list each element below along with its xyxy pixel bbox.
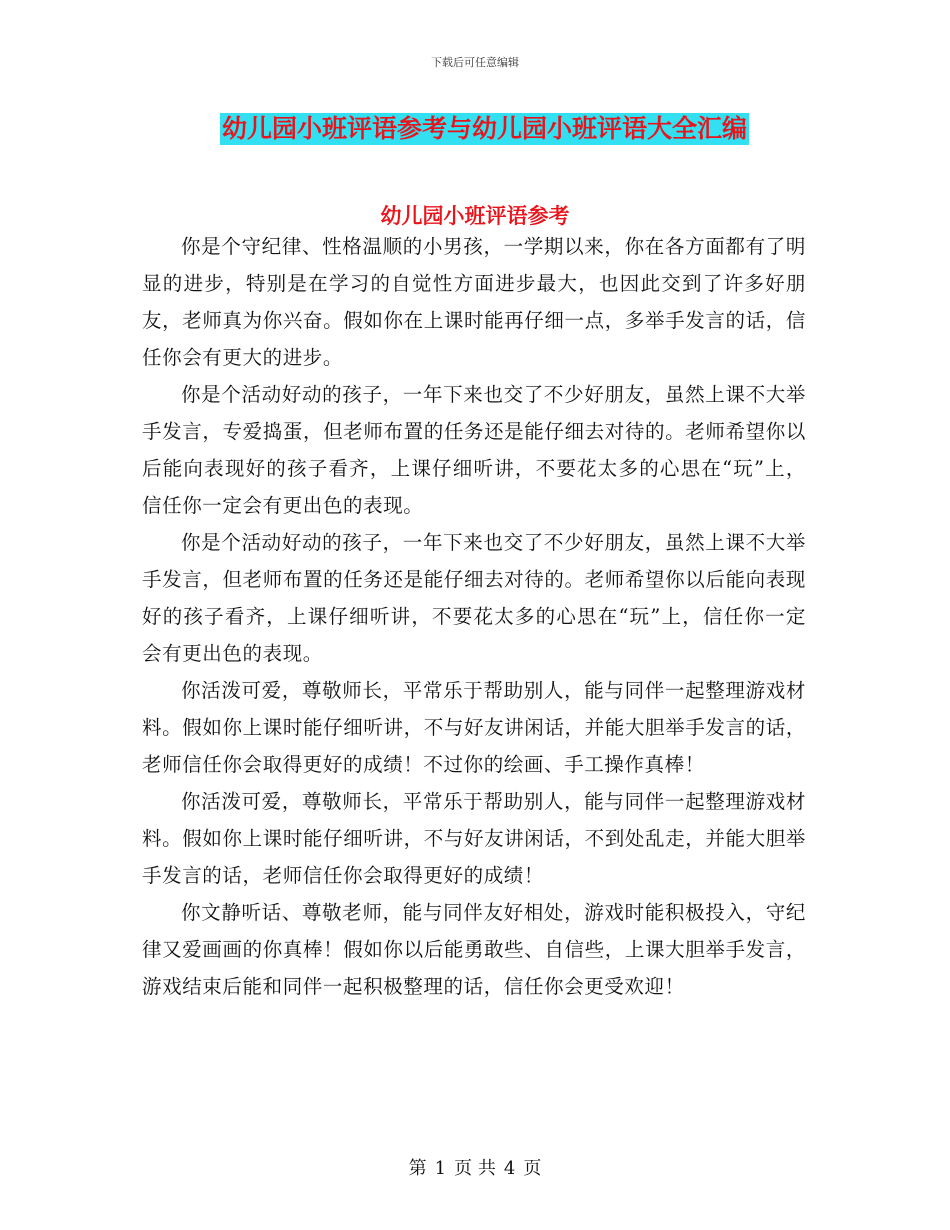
page-total: 4: [503, 1158, 516, 1179]
page-footer: [0, 1154, 950, 1180]
footer-middle: 页 共: [454, 1158, 496, 1179]
main-title: 幼儿园小班评语参考与幼儿园小班评语大全汇编: [222, 114, 748, 143]
page-number: 1: [434, 1158, 447, 1179]
comment-paragraph-5: 你活泼可爱，尊敬师长，平常乐于帮助别人，能与同伴一起整理游戏材料。假如你上课时能仔细听讲，不与好友讲闲话，不到处乱走，并能大胆举手发言的话，老师信任你会取得更好的成绩！: [142, 790, 806, 887]
comment-paragraph-2: 你是个活动好动的孩子，一年下来也交了不少好朋友，虽然上课不大举手发言，专爱捣蛋，但老师布置的任务还是能仔细去对待的。老师希望你以后能向表现好的孩子看齐，上课仔细听讲，不要花太多的心思在“玩”上，信任你一定会有更出色的表现。: [142, 383, 806, 517]
section-title: 幼儿园小班评语参考: [380, 203, 570, 228]
comment-paragraph-1: 你是个守纪律、性格温顺的小男孩，一学期以来，你在各方面都有了明显的进步，特别是在学习的自觉性方面进步最大，也因此交到了许多好朋友，老师真为你兴奋。假如你在上课时能再仔细一点，多举手发言的话，信任你会有更大的进步。: [142, 235, 806, 369]
comment-paragraph-6: 你文静听话、尊敬老师，能与同伴友好相处，游戏时能积极投入，守纪律又爱画画的你真棒！假如你以后能勇敢些、自信些，上课大胆举手发言，游戏结束后能和同伴一起积极整理的话，信任你会更受欢迎！: [142, 901, 806, 998]
footer-prefix: 第: [408, 1158, 427, 1179]
document-body: [142, 228, 806, 1005]
comment-paragraph-4: 你活泼可爱，尊敬师长，平常乐于帮助别人，能与同伴一起整理游戏材料。假如你上课时能仔细听讲，不与好友讲闲话，并能大胆举手发言的话，老师信任你会取得更好的成绩！不过你的绘画、手工操作真棒！: [142, 679, 806, 776]
comment-paragraph-3: 你是个活动好动的孩子，一年下来也交了不少好朋友，虽然上课不大举手发言，但老师布置的任务还是能仔细去对待的。老师希望你以后能向表现好的孩子看齐，上课仔细听讲，不要花太多的心思在“玩”上，信任你一定会有更出色的表现。: [142, 531, 806, 665]
footer-suffix: 页: [523, 1158, 542, 1179]
header-note: 下载后可任意编辑: [431, 56, 519, 69]
main-title-container: [220, 113, 780, 147]
